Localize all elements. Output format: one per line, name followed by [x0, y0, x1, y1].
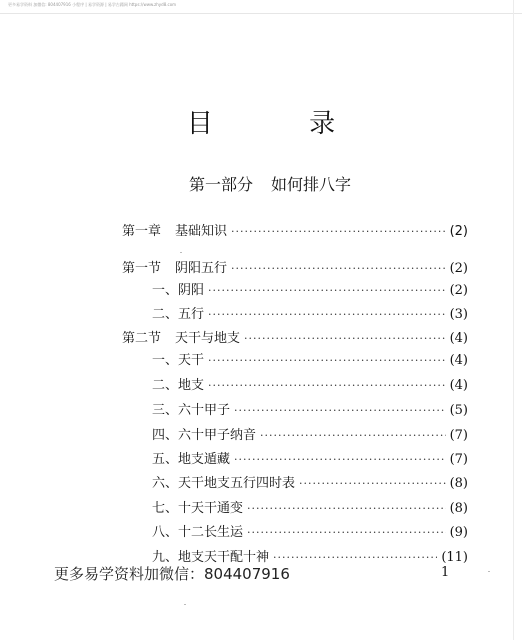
toc-entry-page: (11) [441, 550, 468, 565]
toc-entry-page: (2) [449, 261, 468, 276]
dot-leader [260, 429, 446, 442]
toc-entry-item [152, 472, 468, 491]
toc-entry-number: 一、 [152, 353, 179, 368]
dot-leader [234, 404, 446, 417]
toc-entry-item [152, 349, 468, 368]
toc-entry-title: 十天干通变 [178, 501, 244, 516]
toc-entry-number: 九、 [152, 550, 179, 565]
toc-entry-number: 一、 [152, 283, 179, 298]
toc-entry-number: 第一章 [122, 224, 162, 239]
scan-speck [180, 252, 182, 253]
toc-entry-number: 第二节 [122, 331, 162, 346]
toc-entry-page: (3) [449, 307, 468, 322]
toc-entry-title: 基础知识 [175, 224, 228, 239]
dot-leader [231, 262, 446, 275]
toc-entry-title: 阴阳 [178, 283, 205, 298]
toc-entry-number: 八、 [152, 525, 179, 540]
toc-entry-number: 二、 [152, 307, 179, 322]
toc-entry-page: (9) [449, 525, 468, 540]
toc-entry-title: 阴阳五行 [175, 261, 228, 276]
toc-entry-title: 天干与地支 [175, 331, 241, 346]
toc-entry-number: 七、 [152, 501, 179, 516]
toc-entry-item [152, 424, 468, 443]
toc-entry-page: (8) [449, 501, 468, 516]
toc-entry-item [152, 303, 468, 322]
toc-entry-section [122, 257, 468, 276]
page-number: 1 [441, 565, 450, 580]
part-title-text: 如何排八字 [271, 175, 352, 194]
part-title-label: 第一部分 [188, 175, 253, 194]
toc-entry-title: 十二长生运 [178, 525, 244, 540]
toc-entry-page: (4) [449, 378, 468, 393]
scan-speck [488, 571, 490, 572]
toc-entry-page: (7) [449, 452, 468, 467]
toc-entry-page: (4) [449, 353, 468, 368]
toc-entry-number: 四、 [152, 428, 179, 443]
toc-entry-item [152, 521, 468, 540]
toc-entry-item [152, 399, 468, 418]
scan-speck [184, 604, 186, 605]
toc-entry-page: (7) [449, 428, 468, 443]
toc-entry-item [152, 448, 468, 467]
toc-entry-number: 第一节 [122, 261, 162, 276]
toc-entry-page: (5) [449, 403, 468, 418]
toc-entry-title: 六十甲子 [178, 403, 231, 418]
toc-entry-page: (2) [449, 224, 468, 239]
dot-leader [208, 308, 446, 321]
toc-entry-title: 天干地支五行四时表 [178, 476, 296, 491]
toc-entry-number: 二、 [152, 378, 179, 393]
toc-entry-number: 五、 [152, 452, 179, 467]
footer-ad: 更多易学资料加微信：804407916 [54, 565, 290, 583]
dot-leader [247, 526, 446, 539]
toc-entry-page: (2) [449, 283, 468, 298]
header-note: 更多易学资料 加微信: 804407916 小程序 | 易学资源 | 易学古籍网 https://www.zhyd8.com [8, 2, 177, 7]
dot-leader [208, 379, 446, 392]
toc-entry-page: (8) [449, 476, 468, 491]
dot-leader [247, 502, 446, 515]
toc-entry-title: 六十甲子纳音 [178, 428, 257, 443]
toc-entry-title: 地支遁藏 [178, 452, 231, 467]
toc-entry-item [152, 497, 468, 516]
toc-entry-title: 天干 [178, 353, 205, 368]
dot-leader [208, 284, 446, 297]
toc-entry-title: 地支天干配十神 [178, 550, 270, 565]
dot-leader [234, 453, 446, 466]
dot-leader [273, 551, 437, 564]
page-title: 目 录 [186, 109, 380, 139]
toc-entry-section [122, 327, 468, 346]
toc-entry-chapter [122, 220, 468, 239]
toc-entry-title: 地支 [178, 378, 205, 393]
toc-entry-item [152, 374, 468, 393]
dot-leader [231, 225, 446, 238]
toc-entry-page: (4) [449, 331, 468, 346]
dot-leader [244, 332, 446, 345]
dot-leader [208, 354, 446, 367]
toc-entry-number: 三、 [152, 403, 179, 418]
toc-entry-title: 五行 [178, 307, 205, 322]
dot-leader [299, 477, 446, 490]
toc-entry-number: 六、 [152, 476, 179, 491]
toc-entry-item [152, 279, 468, 298]
